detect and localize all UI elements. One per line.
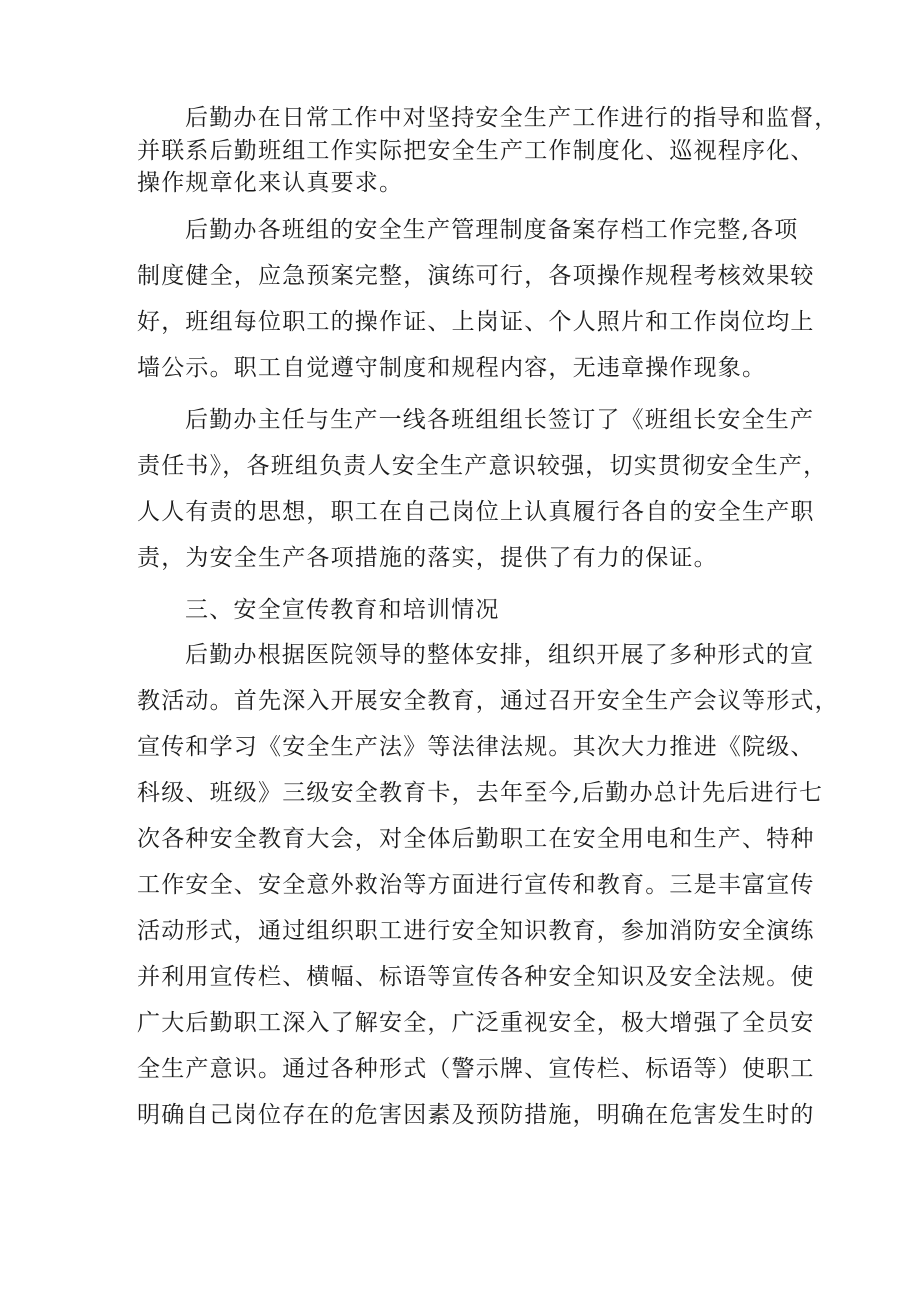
section-heading-text: 三、安全宣传教育和培训情况 (185, 597, 500, 623)
text-line: 明确自己岗位存在的危害因素及预防措施，明确在危害发生时的 (137, 1102, 815, 1128)
text-line: 责，为安全生产各项措施的落实，提供了有力的保证。 (137, 545, 718, 571)
text-line: 后勤办主任与生产一线各班组组长签订了《班组长安全生产 (185, 407, 815, 433)
text-line: 好，班组每位职工的操作证、上岗证、个人照片和工作岗位均上 (137, 309, 815, 335)
text-line: 科级、班级》三级安全教育卡，去年至今,后勤办总计先后进行七 (137, 780, 824, 806)
text-line: 全生产意识。通过各种形式（警示牌、宣传栏、标语等）使职工 (137, 1056, 815, 1082)
text-line: 操作规章化来认真要求。 (137, 170, 404, 196)
text-line: 后勤办在日常工作中对坚持安全生产工作进行的指导和监督， (185, 105, 839, 131)
text-line: 广大后勤职工深入了解安全，广泛重视安全，极大增强了全员安 (137, 1010, 815, 1036)
text-line: 制度健全，应急预案完整，演练可行，各项操作规程考核效果较 (137, 263, 815, 289)
text-line: 宣传和学习《安全生产法》等法律法规。其次大力推进《院级、 (137, 734, 815, 760)
paragraph-responsibility (137, 397, 828, 581)
text-line: 活动形式，通过组织职工进行安全知识教育，参加消防安全演练 (137, 918, 815, 944)
text-line: 教活动。首先深入开展安全教育，通过召开安全生产会议等形式， (137, 688, 839, 714)
paragraph-management-system (137, 207, 815, 391)
text-line: 后勤办根据医院领导的整体安排，组织开展了多种形式的宣 (185, 642, 815, 668)
paragraph-education-training (137, 632, 839, 1138)
text-line: 并利用宣传栏、横幅、标语等宣传各种安全知识及安全法规。使 (137, 964, 815, 990)
text-line: 次各种安全教育大会，对全体后勤职工在安全用电和生产、特种 (137, 826, 815, 852)
section-heading (137, 587, 797, 633)
text-line: 墙公示。职工自觉遵守制度和规程内容，无违章操作现象。 (137, 355, 767, 381)
text-line: 工作安全、安全意外救治等方面进行宣传和教育。三是丰富宣传 (137, 872, 815, 898)
text-line: 人人有责的思想，职工在自己岗位上认真履行各自的安全生产职 (137, 499, 815, 525)
text-line: 并联系后勤班组工作实际把安全生产工作制度化、巡视程序化、 (137, 137, 815, 164)
text-line: 后勤办各班组的安全生产管理制度备案存档工作完整,各项 (185, 217, 799, 243)
paragraph-supervision (137, 102, 839, 200)
text-line: 责任书》，各班组负责人安全生产意识较强，切实贯彻安全生产， (137, 453, 828, 479)
